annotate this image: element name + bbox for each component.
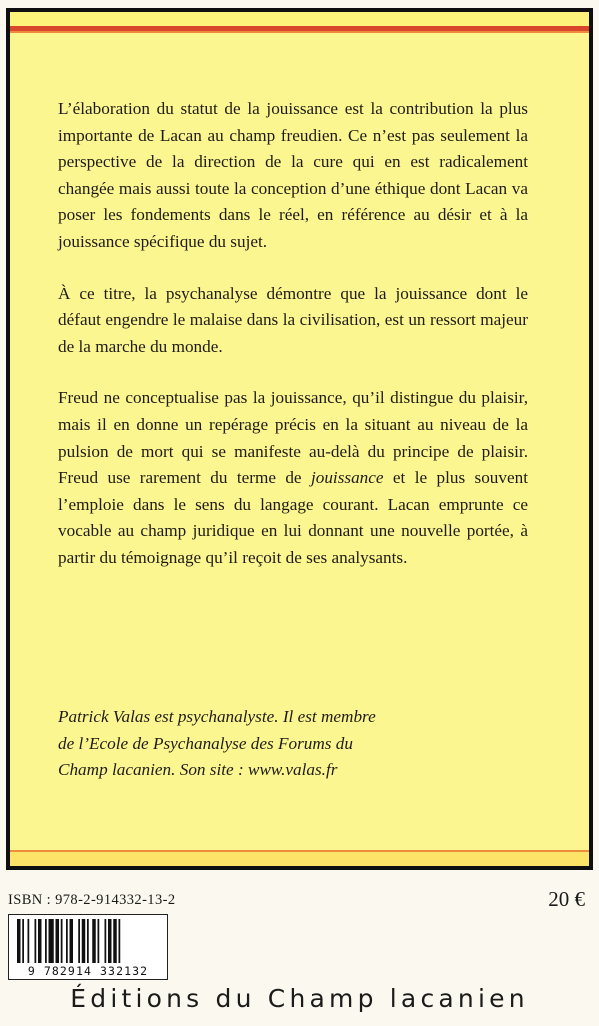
blurb-paragraph-3-italic-term: jouissance [310,468,384,488]
barcode-bar [113,919,117,963]
blurb-paragraph-3 [58,385,528,571]
barcode-bar [87,919,89,963]
barcode-digits: 9 782914 332132 [27,964,149,978]
barcode-bar [119,919,121,963]
barcode-bar [105,919,107,963]
barcode-bar [82,919,86,963]
barcode-bar [49,919,54,963]
blurb-text [58,96,528,597]
blurb-paragraph-2-text: À ce titre, la psychanalyse démontre que la jouissance dont le défaut engendre le malaise dans la civilisation, est un ressort majeur de la marche du monde. [58,283,528,356]
barcode-bar [108,919,112,963]
blurb-paragraph-1 [58,96,528,256]
price-label: 20 € [548,887,585,911]
top-yellow-band [10,12,589,26]
author-bio-line-2: de l’Ecole de Psychanalyse des Forums du [58,733,353,753]
barcode-bar [56,919,60,963]
barcode-bar [38,919,42,963]
blurb-paragraph-1-text: L’élaboration du statut de la jouissance est la contribution la plus importante de Lacan au champ freudien. Ce n’est pas seulement la perspective de la direction de la cure qui en est radicalement changée mais aussi toute la conception d’une éthique dont Lacan va poser les fondements dans le réel, en référence au désir et à la jouissance spécifique du sujet. [58,99,528,251]
top-orange-stripe [10,31,589,33]
barcode-bar [28,919,30,963]
barcode-bar [98,919,100,963]
blurb-paragraph-2 [58,281,528,361]
bottom-yellow-band [10,852,589,866]
author-bio-line-3: Champ lacanien. Son site : www.valas.fr [58,760,338,780]
barcode-bar [45,919,47,963]
barcode-bar [22,919,24,963]
barcode-bar [70,919,74,963]
author-bio [58,704,528,784]
barcode-bar [66,919,68,963]
publisher-name: Éditions du Champ lacanien [70,984,529,1013]
barcode-bar [17,919,21,963]
barcode-bar [78,919,80,963]
barcode [8,914,168,980]
author-bio-line-1: Patrick Valas est psychanalyste. Il est membre [58,707,376,726]
barcode-bar [35,919,37,963]
barcode-bar [61,919,63,963]
isbn-label: ISBN : 978-2-914332-13-2 [8,892,176,908]
blurb-paragraph-3-text-b: et le plus souvent l’emploie dans le sens du langage courant. Lacan emprunte ce vocable au champ juridique en lui donnant une nouvelle portée, à partir du témoignage qu’il reçoit de ses analysants. [58,468,528,567]
barcode-bar [92,919,96,963]
blurb-paragraph-3-text-a: Freud ne conceptualise pas la jouissance, qu’il distingue du plaisir, mais il en donne un repérage précis en la situant au niveau de la pulsion de mort qui se manifeste au-delà du principe de plaisir. Freud use rarement du terme de [58,388,528,488]
